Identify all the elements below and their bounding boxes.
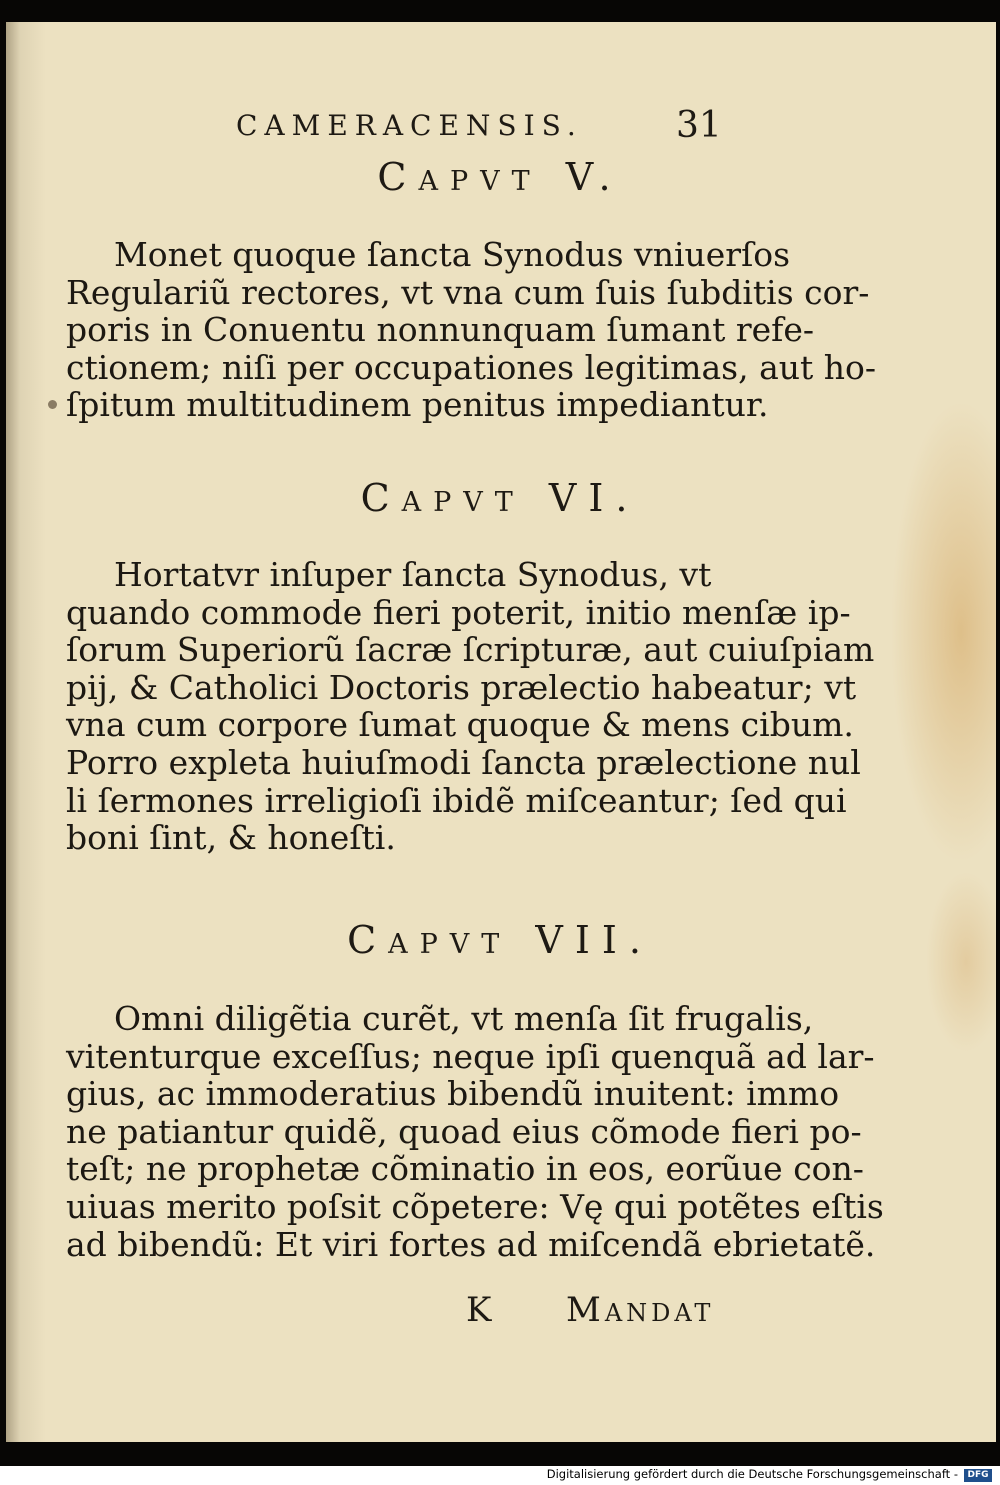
- text-line: ſorum Superiorũ ſacræ ſcripturæ, aut cuiuſpiam: [66, 630, 875, 670]
- text-line: Porro expleta huiuſmodi ſancta prælectione nul: [66, 742, 861, 782]
- text-line: li ſermones irreligioſi ibidẽ miſceantur; ſed qui: [66, 780, 847, 820]
- text-line: quando commode fieri poterit, initio menſæ ip-: [66, 592, 851, 632]
- text-line: ctionem; niſi per occupationes legitimas, aut ho-: [66, 347, 877, 387]
- text-line: uiuas merito poſsit cõpetere: Vę qui potẽtes eſtis: [66, 1186, 884, 1226]
- chapter-heading-7: Capvt VII.: [347, 918, 653, 962]
- text-line: vna cum corpore ſumat quoque & mens cibum.: [66, 705, 854, 745]
- text-line: Hortatvr inſuper ſancta Synodus, vt: [114, 555, 712, 594]
- text-line: teſt; ne prophetæ cõminatio in eos, eorũue con-: [66, 1149, 864, 1189]
- text-line: ſpitum multitudinem penitus impediantur.: [66, 385, 769, 425]
- text-line: pij, & Catholici Doctoris prælectio habeatur; vt: [66, 667, 857, 707]
- text-line: ad bibendũ: Et viri fortes ad miſcendã ebrietatẽ.: [66, 1224, 876, 1264]
- signature-mark: K: [466, 1290, 492, 1330]
- text-line: poris in Conuentu nonnunquam ſumant refe-: [66, 310, 815, 350]
- funding-notice: Digitalisierung gefördert durch die Deutsche Forschungsgemeinschaft -: [546, 1467, 958, 1481]
- text-line: Omni diligẽtia curẽt, vt menſa ſit frugalis,: [114, 999, 814, 1038]
- page-header: [0, 105, 1000, 145]
- chapter-7-text: [66, 999, 884, 1264]
- catchline: [0, 1290, 1000, 1334]
- text-line: gius, ac immoderatius bibendũ inuitent: immo: [66, 1074, 840, 1114]
- catchword: Mandat: [566, 1290, 715, 1330]
- footer-bar: [0, 1466, 1000, 1485]
- text-line: Monet quoque ſancta Synodus vniuerſos: [114, 235, 791, 274]
- chapter-5-text: [66, 235, 877, 425]
- chapter-heading-5: Capvt V.: [377, 155, 623, 199]
- page-number: 31: [676, 105, 722, 146]
- text-line: ne patiantur quidẽ, quoad eius cõmode fieri po-: [66, 1111, 862, 1151]
- running-head: CAMERACENSIS.: [236, 109, 583, 142]
- chapter-heading-6: Capvt VI.: [360, 476, 640, 520]
- text-line: vitenturque exceſſus; neque ipſi quenquã ad lar-: [66, 1036, 875, 1076]
- text-line: Regulariũ rectores, vt vna cum ſuis ſubditis cor-: [66, 272, 870, 312]
- chapter-6-text: [66, 555, 875, 858]
- margin-mark: [48, 400, 57, 409]
- text-line: boni ſint, & honeſti.: [66, 818, 396, 858]
- dfg-logo[interactable]: DFG: [964, 1469, 992, 1482]
